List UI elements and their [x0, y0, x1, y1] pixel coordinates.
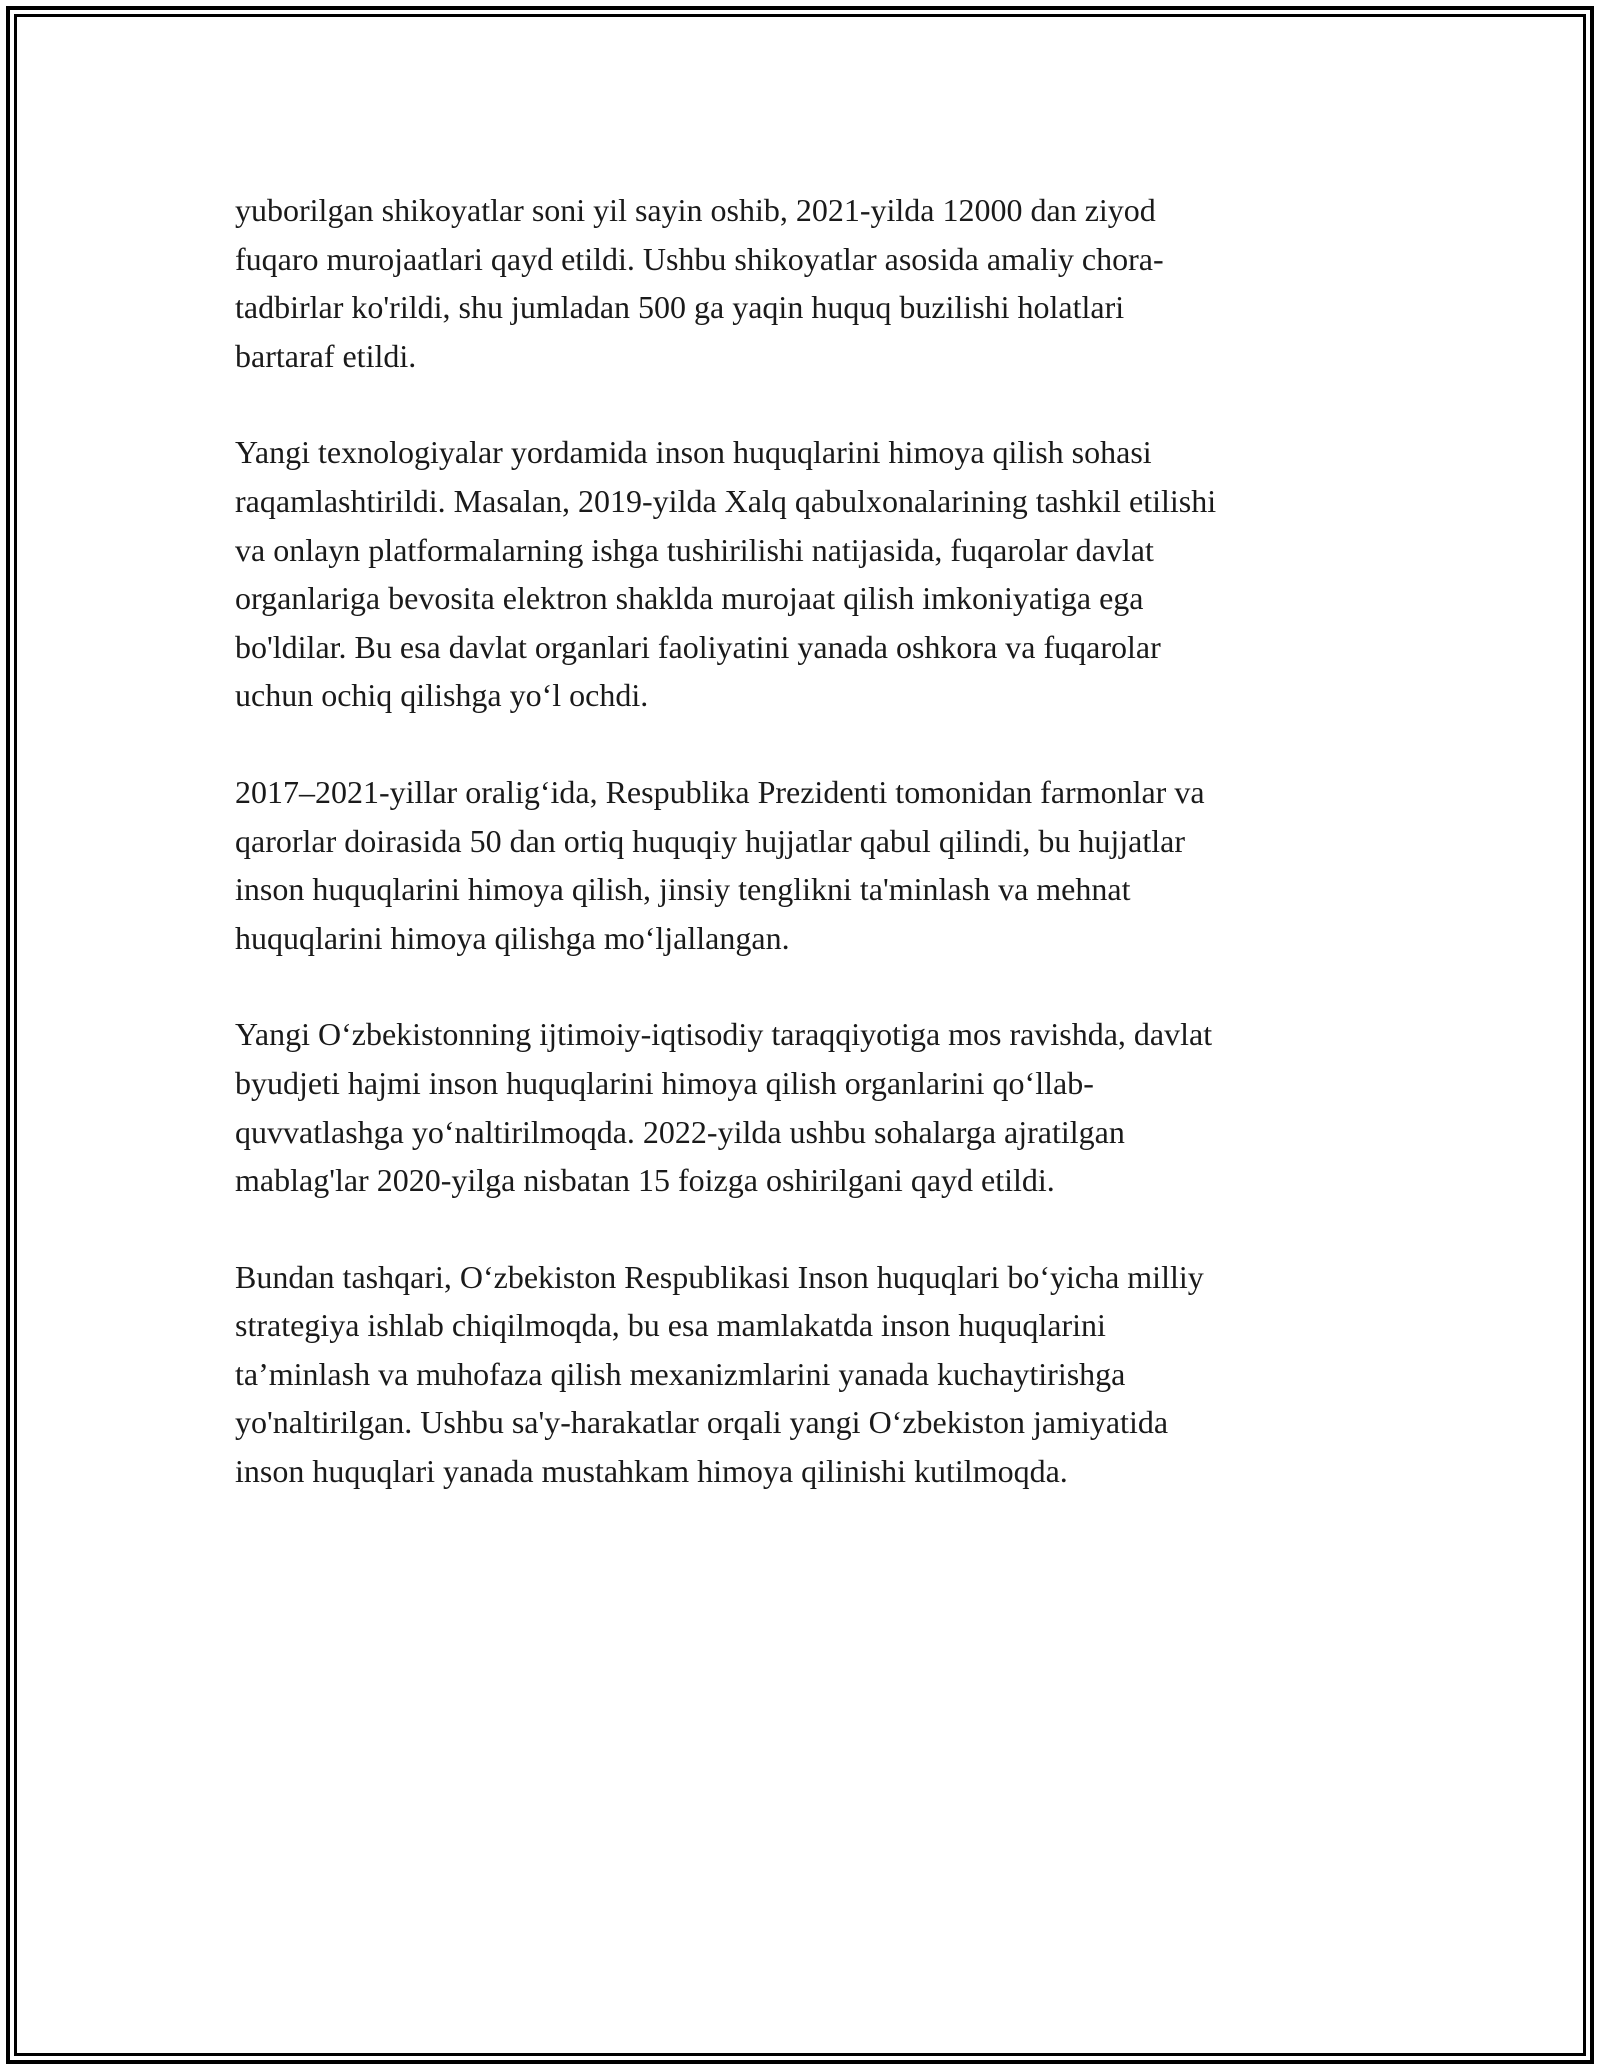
- text-line: uchun ochiq qilishga yo‘l ochdi.: [235, 677, 649, 714]
- text-line: inson huquqlari yanada mustahkam himoya qilinishi kutilmoqda.: [235, 1453, 1068, 1490]
- text-line: byudjeti hajmi inson huquqlarini himoya qilish organlarini qo‘llab-: [235, 1064, 1094, 1101]
- text-line: va onlayn platformalarning ishga tushirilishi natijasida, fuqarolar davlat: [235, 531, 1154, 568]
- paragraph-3: [235, 768, 1365, 962]
- text-line: yuborilgan shikoyatlar soni yil sayin oshib, 2021-yilda 12000 dan ziyod: [235, 192, 1156, 228]
- text-line: huquqlarini himoya qilishga mo‘ljallangan.: [235, 919, 790, 956]
- text-line: Bundan tashqari, O‘zbekiston Respublikasi Inson huquqlari bo‘yicha milliy: [235, 1258, 1204, 1295]
- paragraph-2: [235, 428, 1365, 720]
- text-line: qarorlar doirasida 50 dan ortiq huquqiy hujjatlar qabul qilindi, bu hujjatlar: [235, 822, 1185, 859]
- text-line: bartaraf etildi.: [235, 337, 417, 374]
- text-line: quvvatlashga yo‘naltirilmoqda. 2022-yilda ushbu sohalarga ajratilgan: [235, 1113, 1125, 1150]
- text-line: mablag'lar 2020-yilga nisbatan 15 foizga oshirilgani qayd etildi.: [235, 1162, 1055, 1199]
- text-line: tadbirlar ko'rildi, shu jumladan 500 ga yaqin huquq buzilishi holatlari: [235, 289, 1125, 326]
- text-line: raqamlashtirildi. Masalan, 2019-yilda Xalq qabulxonalarining tashkil etilishi: [235, 482, 1217, 519]
- text-line: Yangi texnologiyalar yordamida inson huquqlarini himoya qilish sohasi: [235, 434, 1152, 471]
- text-line: ta’minlash va muhofaza qilish mexanizmlarini yanada kuchaytirishga: [235, 1355, 1126, 1392]
- document-body: [235, 186, 1365, 1544]
- text-line: bo'ldilar. Bu esa davlat organlari faoliyatini yanada oshkora va fuqarolar: [235, 628, 1161, 665]
- text-line: yo'naltirilgan. Ushbu sa'y-harakatlar orqali yangi O‘zbekiston jamiyatida: [235, 1404, 1169, 1441]
- paragraph-4: [235, 1010, 1365, 1204]
- paragraph-5: [235, 1253, 1365, 1496]
- text-line: Yangi O‘zbekistonning ijtimoiy-iqtisodiy taraqqiyotiga mos ravishda, davlat: [235, 1016, 1213, 1053]
- text-line: inson huquqlarini himoya qilish, jinsiy tenglikni ta'minlash va mehnat: [235, 871, 1131, 908]
- text-line: fuqaro murojaatlari qayd etildi. Ushbu shikoyatlar asosida amaliy chora-: [235, 240, 1164, 277]
- paragraph-1: [235, 186, 1365, 380]
- text-line: organlariga bevosita elektron shaklda murojaat qilish imkoniyatiga ega: [235, 580, 1144, 617]
- text-line: 2017–2021-yillar oralig‘ida, Respublika Prezidenti tomonidan farmonlar va: [235, 773, 1205, 810]
- text-line: strategiya ishlab chiqilmoqda, bu esa mamlakatda inson huquqlarini: [235, 1307, 1106, 1344]
